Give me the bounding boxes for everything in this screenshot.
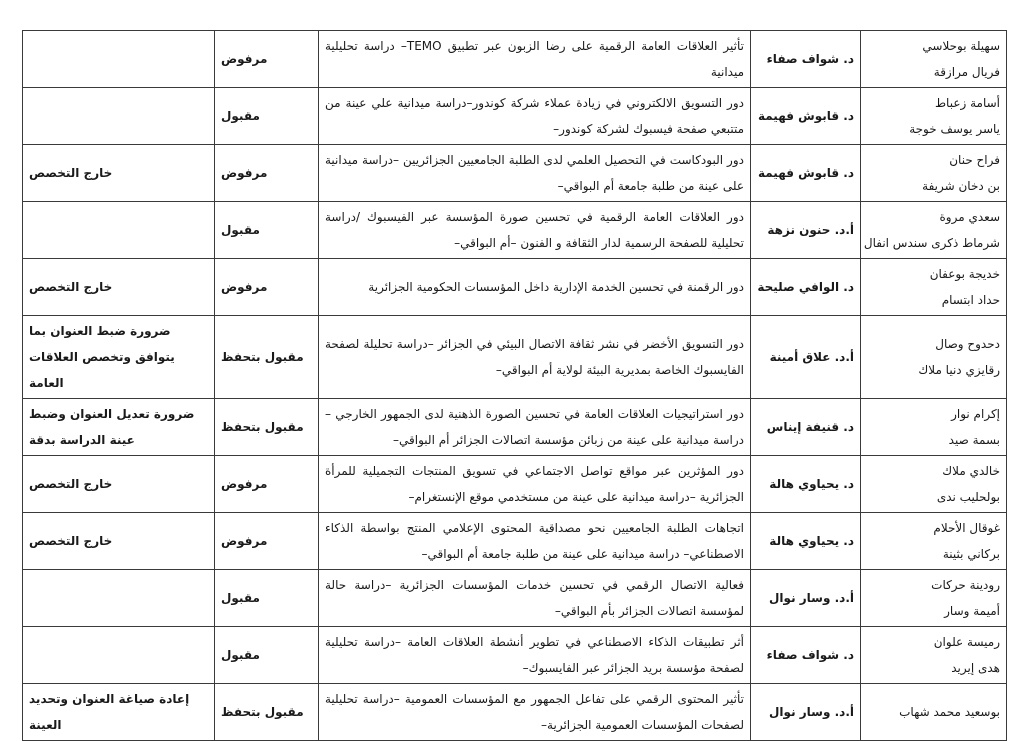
thesis-title-cell: دور العلاقات العامة الرقمية في تحسين صورة المؤسسة عبر الفيسبوك /دراسة تحليلية للصفحة الرسمية لدار الثقافة و الفنون –أم البواقي– xyxy=(319,202,751,259)
students-cell xyxy=(861,259,1007,316)
student-name: بن دخان شريفة xyxy=(922,179,1000,193)
thesis-title-cell: دور الرقمنة في تحسين الخدمة الإدارية داخل المؤسسات الحكومية الجزائرية xyxy=(319,259,751,316)
decision-cell: مرفوض xyxy=(215,259,319,316)
student-name: بوسعيد محمد شهاب xyxy=(899,705,1000,719)
notes-cell: ضرورة ضبط العنوان بما يتوافق وتخصص العلاقات العامة xyxy=(23,316,215,399)
student-name: أميمة وسار xyxy=(944,604,1000,618)
decision-cell: مقبول xyxy=(215,570,319,627)
student-name: أسامة زعباط xyxy=(934,96,1000,110)
notes-cell xyxy=(23,88,215,145)
student-name: بركاني بثينة xyxy=(942,547,1000,561)
table-row xyxy=(23,399,1007,456)
decision-cell: مقبول بتحفظ xyxy=(215,399,319,456)
thesis-title-cell: أثر تطبيقات الذكاء الاصطناعي في تطوير أنشطة العلاقات العامة –دراسة تحليلية لصفحة مؤسسة بريد الجزائر عبر الفايسبوك– xyxy=(319,627,751,684)
students-cell xyxy=(861,456,1007,513)
students-cell xyxy=(861,570,1007,627)
student-name: خالدي ملاك xyxy=(942,464,1000,478)
notes-cell: خارج التخصص xyxy=(23,145,215,202)
table-row xyxy=(23,145,1007,202)
decision-cell: مقبول بتحفظ xyxy=(215,684,319,741)
supervisor-cell: د. شواف صفاء xyxy=(751,31,861,88)
notes-cell: خارج التخصص xyxy=(23,456,215,513)
decision-cell: مقبول xyxy=(215,202,319,259)
thesis-title-cell: دور المؤثرين عبر مواقع تواصل الاجتماعي في تسويق المنتجات التجميلية للمرأة الجزائرية –دراسة ميدانية على عينة من مستخدمي موقع الإنستغرام– xyxy=(319,456,751,513)
notes-cell xyxy=(23,627,215,684)
thesis-title-cell: تأثير العلاقات العامة الرقمية على رضا الزبون عبر تطبيق TEMO– دراسة تحليلية ميدانية xyxy=(319,31,751,88)
student-name: فريال مرازقة xyxy=(933,65,1000,79)
decision-cell: مرفوض xyxy=(215,145,319,202)
student-name: بولحليب ندى xyxy=(936,490,1000,504)
table-body xyxy=(23,31,1007,741)
students-cell xyxy=(861,399,1007,456)
notes-cell xyxy=(23,570,215,627)
students-cell xyxy=(861,88,1007,145)
supervisor-cell: أ.د. وسار نوال xyxy=(751,684,861,741)
decision-cell: مقبول xyxy=(215,627,319,684)
notes-cell: خارج التخصص xyxy=(23,259,215,316)
supervisor-cell: د. قابوش فهيمة xyxy=(751,145,861,202)
decision-cell: مقبول xyxy=(215,88,319,145)
student-name: إكرام نوار xyxy=(951,407,1000,421)
student-name: فراح حنان xyxy=(949,153,1000,167)
supervisor-cell: د. يحياوي هالة xyxy=(751,456,861,513)
supervisor-cell: أ.د. وسار نوال xyxy=(751,570,861,627)
notes-cell: خارج التخصص xyxy=(23,513,215,570)
thesis-title-cell: دور التسويق الالكتروني في زيادة عملاء شركة كوندور–دراسة ميدانية علي عينة من متتبعي صفحة فيسبوك لشركة كوندور– xyxy=(319,88,751,145)
student-name: سعدي مروة xyxy=(939,210,1000,224)
thesis-title-cell: دور استراتيجيات العلاقات العامة في تحسين الصورة الذهنية لدى الجمهور الخارجي –دراسة ميدانية على عينة من زبائن مؤسسة اتصالات الجزائر أم البواقي– xyxy=(319,399,751,456)
thesis-title-cell: اتجاهات الطلبة الجامعيين نحو مصداقية المحتوى الإعلامي المنتج بواسطة الذكاء الاصطناعي– دراسة ميدانية على عينة من طلبة جامعة أم البواقي– xyxy=(319,513,751,570)
supervisor-cell: د. شواف صفاء xyxy=(751,627,861,684)
student-name: شرماط ذكرى سندس انفال xyxy=(863,236,1000,250)
document-page xyxy=(22,30,1006,741)
student-name: بسمة صيد xyxy=(948,433,1000,447)
supervisor-cell: د. قنيفة إيناس xyxy=(751,399,861,456)
student-name: ياسر يوسف خوجة xyxy=(909,122,1000,136)
table-row xyxy=(23,513,1007,570)
table-row xyxy=(23,627,1007,684)
supervisor-cell: د. يحياوي هالة xyxy=(751,513,861,570)
notes-cell: إعادة صياغة العنوان وتحديد العينة xyxy=(23,684,215,741)
students-cell xyxy=(861,316,1007,399)
student-name: رودينة حركات xyxy=(931,578,1000,592)
supervisor-cell: د. قابوش فهيمة xyxy=(751,88,861,145)
notes-cell xyxy=(23,31,215,88)
student-name: سهيلة بوحلاسي xyxy=(922,39,1000,53)
table-row xyxy=(23,31,1007,88)
students-cell xyxy=(861,627,1007,684)
decision-cell: مرفوض xyxy=(215,456,319,513)
thesis-title-cell: فعالية الاتصال الرقمي في تحسين خدمات المؤسسات الجزائرية –دراسة حالة لمؤسسة اتصالات الجزائر بأم البواقي– xyxy=(319,570,751,627)
students-cell xyxy=(861,145,1007,202)
table-row xyxy=(23,202,1007,259)
student-name: حداد ابتسام xyxy=(941,293,1000,307)
thesis-decisions-table xyxy=(22,30,1007,741)
students-cell xyxy=(861,31,1007,88)
supervisor-cell: د. الوافي صليحة xyxy=(751,259,861,316)
notes-cell xyxy=(23,202,215,259)
table-row xyxy=(23,88,1007,145)
students-cell xyxy=(861,202,1007,259)
table-row xyxy=(23,456,1007,513)
student-name: رميسة علوان xyxy=(933,635,1000,649)
table-row xyxy=(23,570,1007,627)
decision-cell: مرفوض xyxy=(215,31,319,88)
decision-cell: مقبول بتحفظ xyxy=(215,316,319,399)
student-name: غوقال الأحلام xyxy=(933,521,1000,535)
thesis-title-cell: تأثير المحتوى الرقمي على تفاعل الجمهور مع المؤسسات العمومية –دراسة تحليلية لصفحات المؤسسات العمومية الجزائرية– xyxy=(319,684,751,741)
supervisor-cell: أ.د. علاق أمينة xyxy=(751,316,861,399)
table-row xyxy=(23,684,1007,741)
student-name: هدى إيريد xyxy=(951,661,1000,675)
students-cell xyxy=(861,684,1007,741)
students-cell xyxy=(861,513,1007,570)
supervisor-cell: أ.د. حنون نزهة xyxy=(751,202,861,259)
student-name: دحدوح وصال xyxy=(935,337,1000,351)
student-name: خديجة بوعفان xyxy=(929,267,1000,281)
student-name: رقايزي دنيا ملاك xyxy=(918,363,1000,377)
notes-cell: ضرورة تعديل العنوان وضبط عينة الدراسة بدقة xyxy=(23,399,215,456)
thesis-title-cell: دور التسويق الأخضر في نشر ثقافة الاتصال البيئي في الجزائر –دراسة تحليلة لصفحة الفايسبوك الخاصة بمديرية البيئة لولاية أم البواقي– xyxy=(319,316,751,399)
table-row xyxy=(23,259,1007,316)
table-row xyxy=(23,316,1007,399)
decision-cell: مرفوض xyxy=(215,513,319,570)
thesis-title-cell: دور البودكاست في التحصيل العلمي لدى الطلبة الجامعيين الجزائريين –دراسة ميدانية على عينة من طلبة جامعة أم البواقي– xyxy=(319,145,751,202)
